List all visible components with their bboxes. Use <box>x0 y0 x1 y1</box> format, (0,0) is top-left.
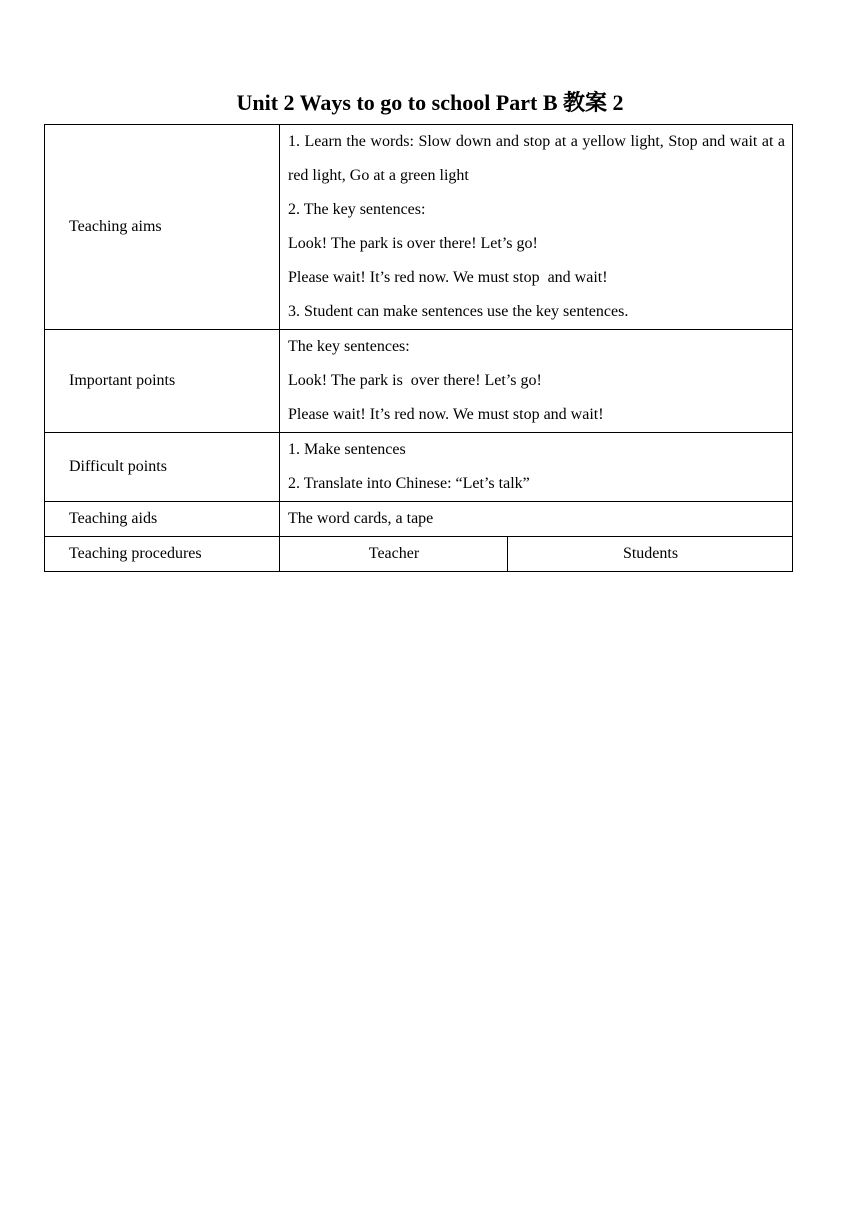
page-title: Unit 2 Ways to go to school Part B 教案 2 <box>236 90 624 115</box>
lesson-plan-table <box>44 124 793 572</box>
teaching-aims-content <box>280 125 793 330</box>
difficult-points-line-1: 1. Make sentences <box>288 441 406 458</box>
important-points-content <box>280 330 793 433</box>
important-points-line-3: Please wait! It’s red now. We must stop and wait! <box>288 406 604 423</box>
difficult-points-line-2: 2. Translate into Chinese: “Let’s talk” <box>288 475 530 492</box>
important-points-line-2: Look! The park is over there! Let’s go! <box>288 372 542 389</box>
difficult-points-content <box>280 433 793 502</box>
important-points-row <box>45 330 793 433</box>
teacher-column-header: Teacher <box>280 537 508 572</box>
teaching-aims-label: Teaching aims <box>45 125 280 330</box>
teaching-aids-label: Teaching aids <box>45 502 280 537</box>
teaching-aims-item-3: 3. Student can make sentences use the key sentences. <box>288 303 629 320</box>
difficult-points-row <box>45 433 793 502</box>
teaching-procedures-row <box>45 537 793 572</box>
teaching-aids-row <box>45 502 793 537</box>
teaching-aims-item-1: 1. Learn the words: Slow down and stop at a yellow light, Stop and wait at a red light, Go at a green light <box>288 133 786 184</box>
difficult-points-label: Difficult points <box>45 433 280 502</box>
teaching-procedures-label: Teaching procedures <box>45 537 280 572</box>
teaching-aims-sentence-1: Look! The park is over there! Let’s go! <box>288 235 538 252</box>
teaching-aids-value: The word cards, a tape <box>280 502 793 537</box>
students-column-header: Students <box>508 537 793 572</box>
important-points-label: Important points <box>45 330 280 433</box>
important-points-line-1: The key sentences: <box>288 338 410 355</box>
teaching-aims-item-2: 2. The key sentences: <box>288 201 426 218</box>
teaching-aims-row <box>45 125 793 330</box>
teaching-aims-sentence-2: Please wait! It’s red now. We must stop and wait! <box>288 269 608 286</box>
